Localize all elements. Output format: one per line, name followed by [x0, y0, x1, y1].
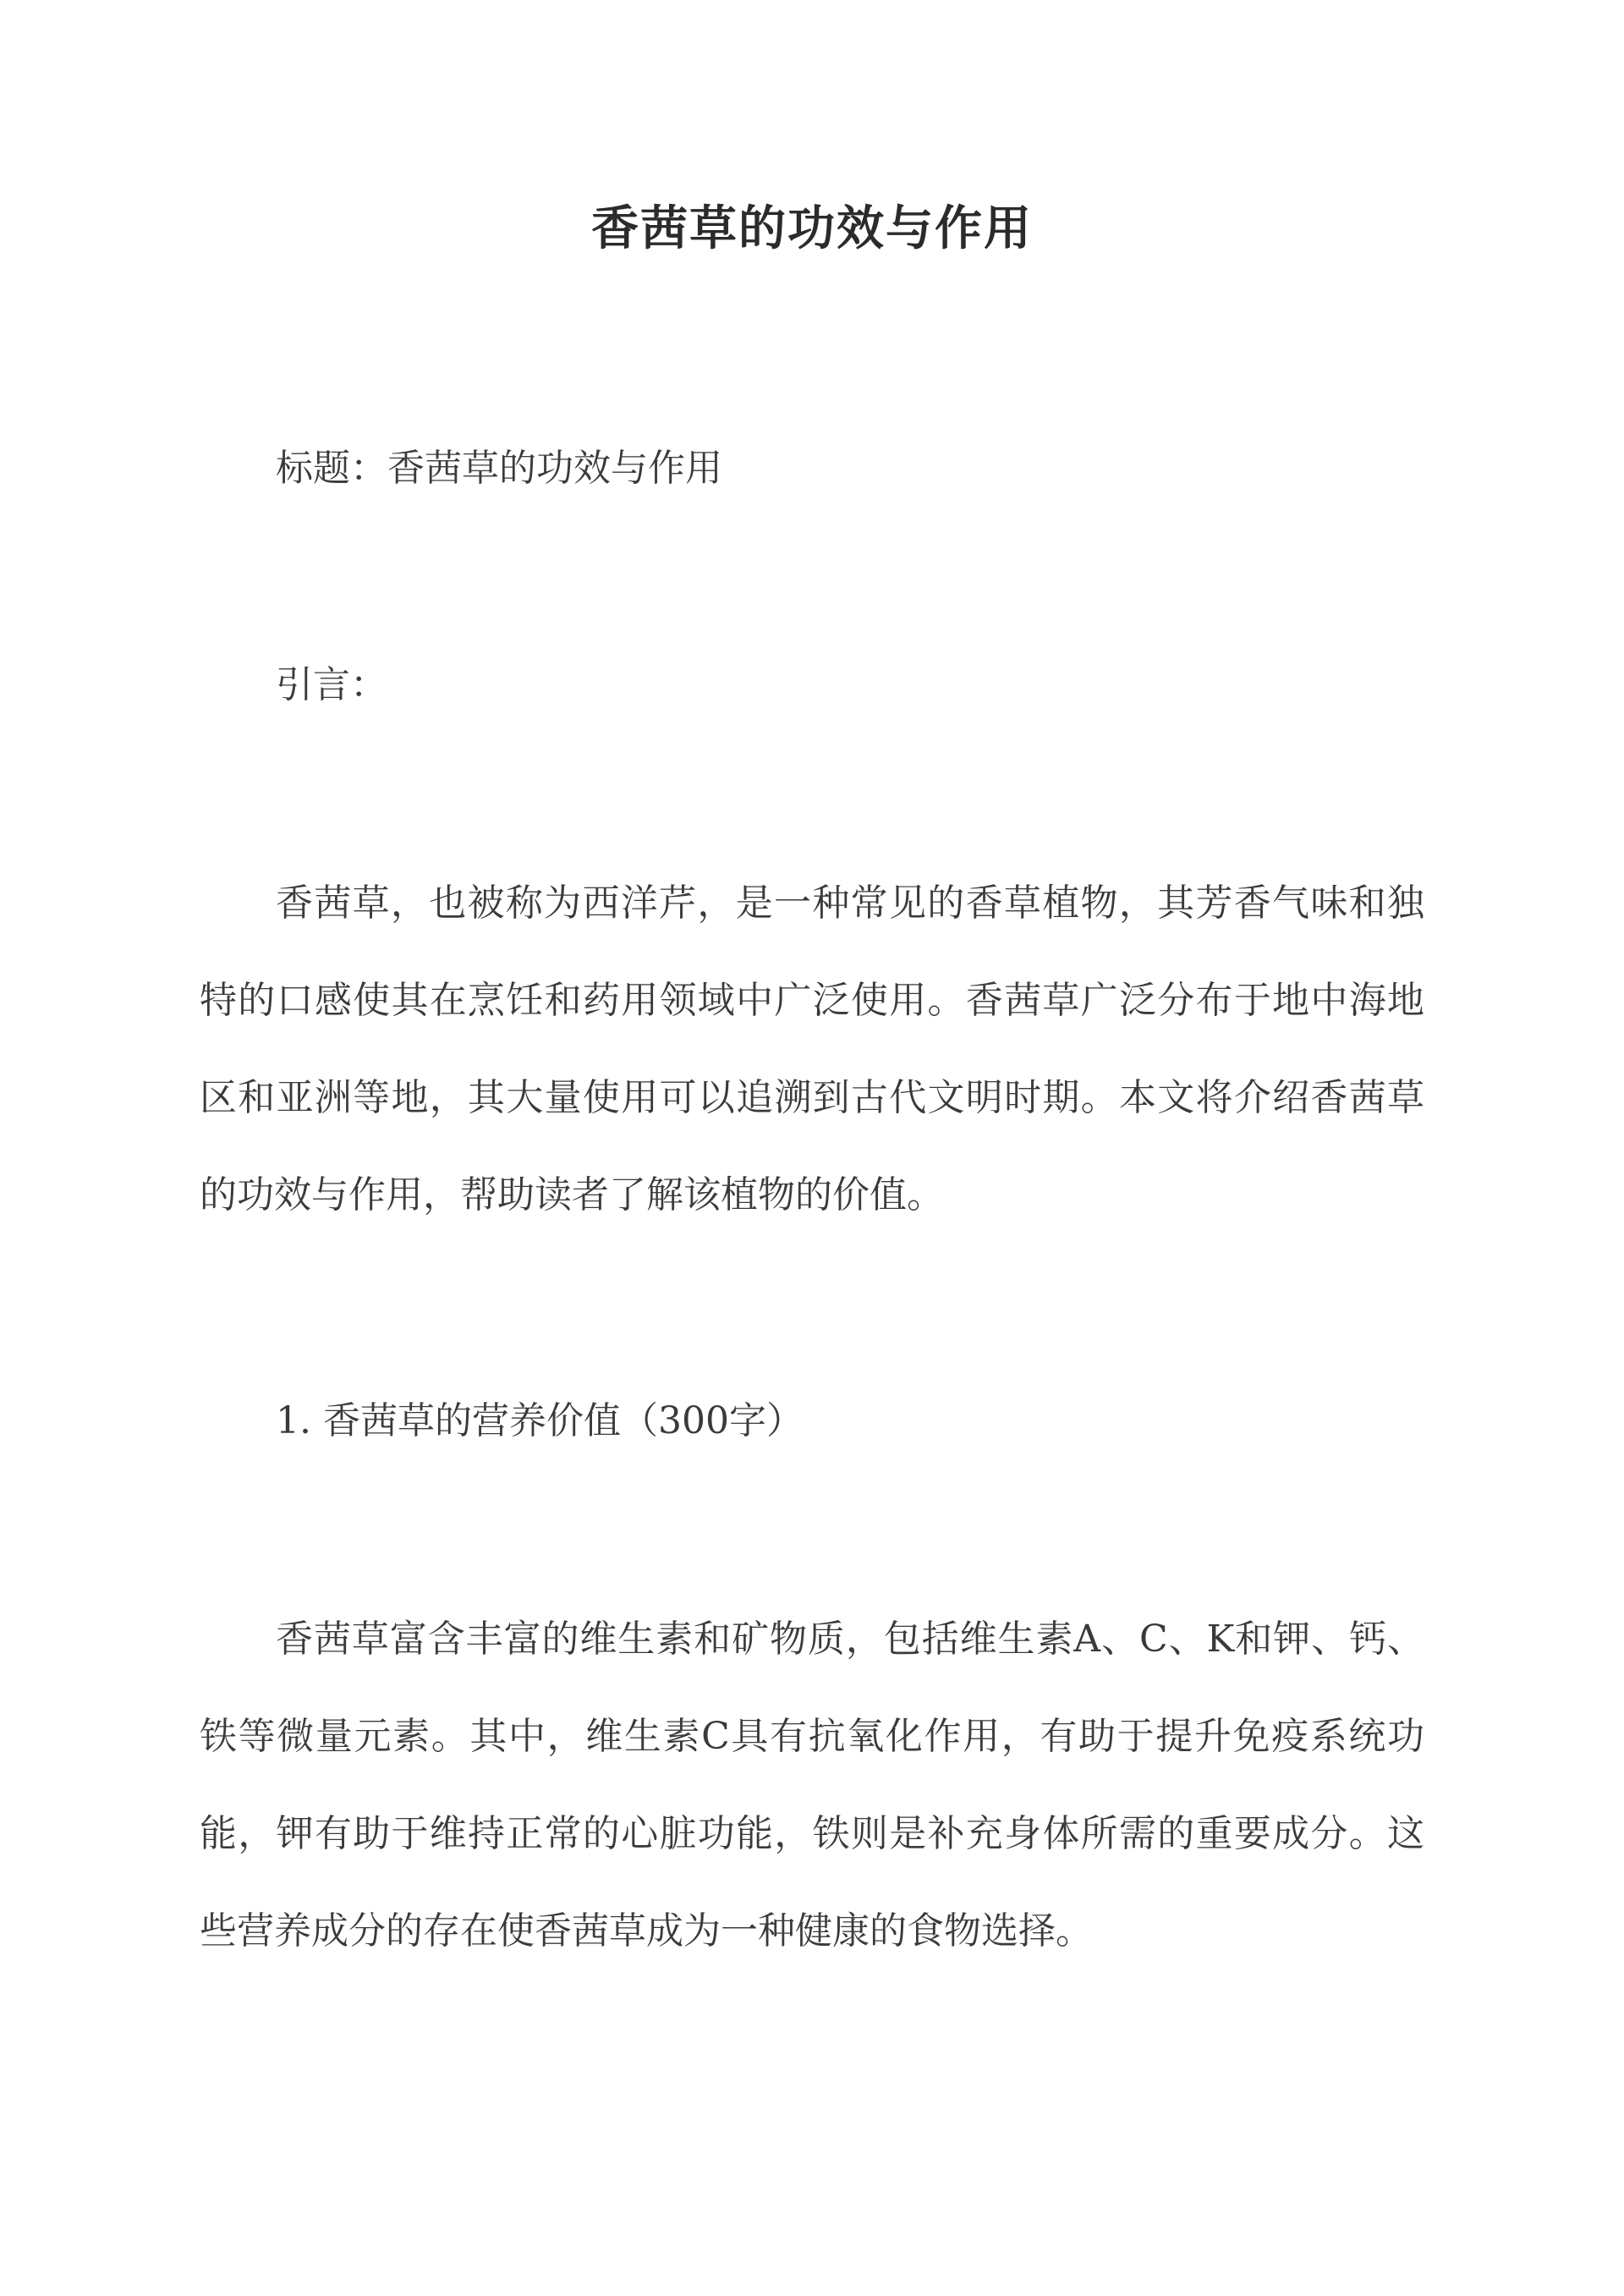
- intro-label: 引言：: [276, 663, 387, 706]
- intro-paragraph: 香茜草，也被称为西洋芹，是一种常见的香草植物，其芳香气味和独特的口感使其在烹饪和药用领域中广泛使用。香茜草广泛分布于地中海地区和亚洲等地，其大量使用可以追溯到古代文明时期。本文将介绍香茜草的功效与作用，帮助读者了解该植物的价值。: [200, 882, 1424, 1217]
- document-title: 香茜草的功效与作用: [591, 200, 1033, 256]
- section-heading: 1. 香茜草的营养价值（300字）: [276, 1399, 804, 1442]
- section-paragraph: 香茜草富含丰富的维生素和矿物质，包括维生素A、C、K和钾、钙、铁等微量元素。其中，维生素C具有抗氧化作用，有助于提升免疫系统功能，钾有助于维持正常的心脏功能，铁则是补充身体所需的重要成分。这些营养成分的存在使香茜草成为一种健康的食物选择。: [200, 1618, 1424, 1953]
- subtitle-line: 标题：香茜草的功效与作用: [276, 447, 722, 490]
